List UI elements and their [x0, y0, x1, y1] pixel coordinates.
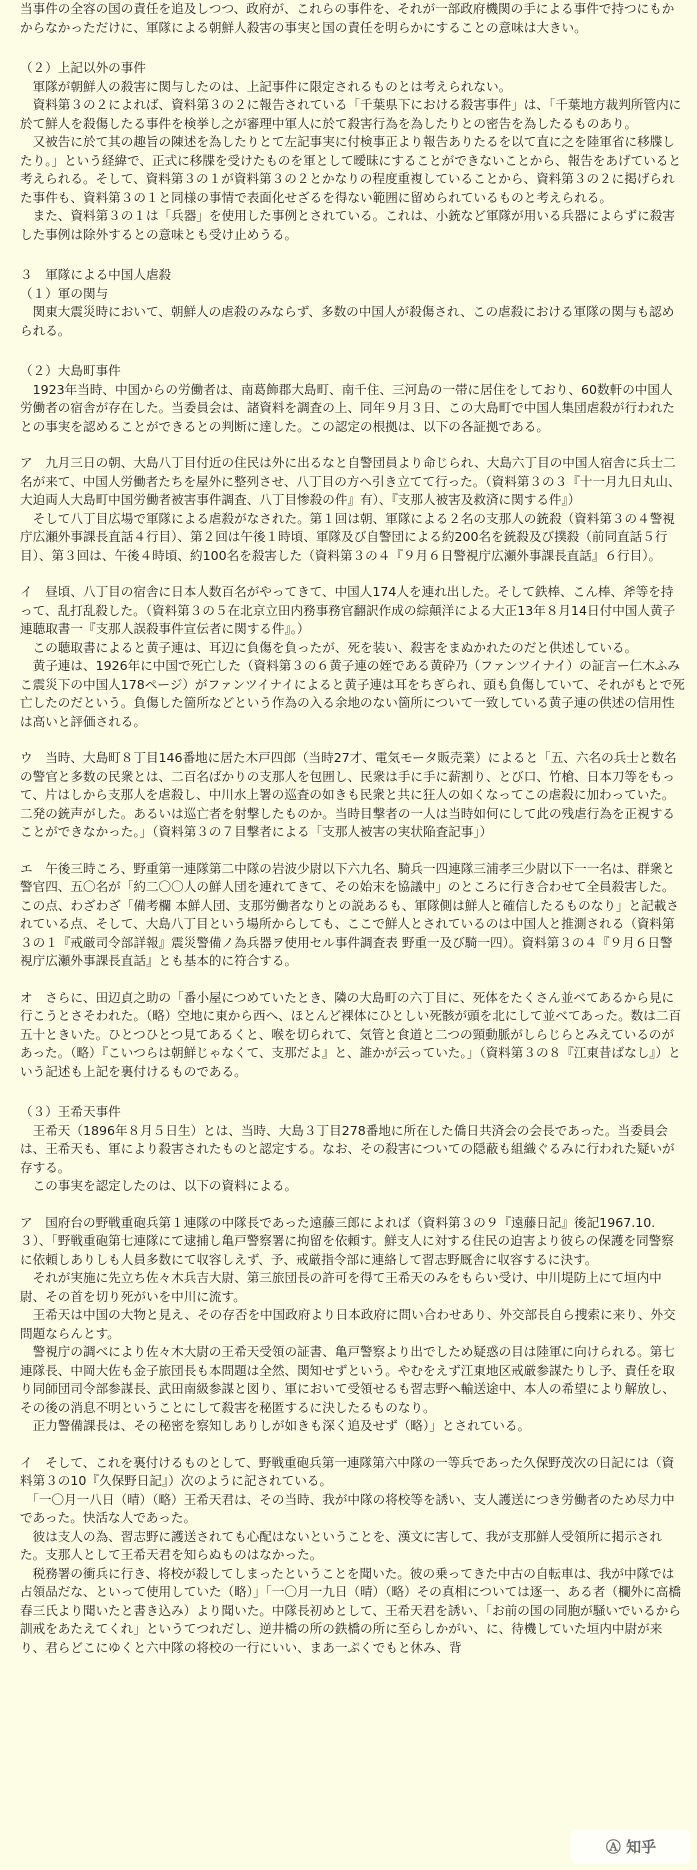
wang-item-a-paragraph: 警視庁の調べにより佐々木大尉の王希天受領の証書、亀戸警察より出でしため疑惑の目は陸軍に向けられる。第七連隊長、中岡大佐も金子旅団長も本問題は全然、関知せずという。やむをえず江東地区戒厳参謀たりし予、責任を取り同師団司令部参謀長、武田南級参謀と図り、軍において受領せるも習志野へ輸送途中、本人の希望により解放し、その後の消息不明ということにして殺害を秘匿するに決したるものなり。 [20, 1344, 675, 1415]
spacer [20, 37, 685, 59]
wang-item-i-paragraph: 「一〇月一八日（晴）（略）王希天君は、その当時、我が中隊の将校等を誘い、支人護送につき労働者のため尽力中であった。快活な人であった。 [20, 1491, 675, 1525]
section-3-heading: ３ 軍隊による中国人虐殺 [20, 267, 172, 282]
section-3-2-paragraph: 1923年当時、中国からの労働者は、南葛飾郡大島町、南千住、三河島の一帯に居住をしており、60数軒の中国人労働者の宿舎が存在した。当委員会は、諸資料を調査の上、同年９月３日、この大島町で中国人集団虐殺が行われたとの事実を認めることができるとの判断に達した。この認定の根拠は、以下の各証拠である。 [20, 381, 675, 434]
wang-item-a-paragraph: 正力警備課長は、その秘密を察知しありしが如きも深く追及せず（略）」とされている。 [20, 1418, 531, 1433]
section-3-1-paragraph: 関東大震災時において、朝鮮人の虐殺のみならず、多数の中国人が殺傷され、この虐殺における軍隊の関与も認められる。 [20, 304, 675, 338]
section-2-2-heading: （２）上記以外の事件 [20, 60, 146, 75]
wang-item-a-paragraph: 王希天は中国の大物と見え、その存否を中国政府より日本政府に問い合わせあり、外交部長自ら捜索に来り、外交問題ならんとす。 [20, 1307, 676, 1341]
section-3-3-heading: （３）王希天事件 [20, 1104, 121, 1119]
section-3-2-heading: （２）大島町事件 [20, 363, 121, 378]
item-u-paragraph: ウ 当時、大島町８丁目146番地に居た木戸四郎（当時27才、電気モータ販売業）によると「五、六名の兵士と数名の警官と多数の民衆とは、二百名ばかりの支那人を包囲し、民衆は手に手に薪割り、とび口、竹槍、日本刀等をもって、片はしから支那人を虐殺し、中川水上署の巡査の如きも民衆と共に狂人の如くなってこの虐殺に加わっていた。二発の銃声がした。あるいは巡亡者を射撃したものか。当時目撃者の一人は当時如何にして此の残虐行為を正視することができなかった。」（資料第３の７目撃者による「支那人被害の実状陥査記事」） [20, 750, 677, 839]
item-i-paragraph: イ 昼頃、八丁目の宿舎に日本人数百名がやってきて、中国人174人を連れ出した。そして鉄棒、こん棒、斧等を持って、乱打乱殺した。（資料第３の５在北京立田内務事務官翻訳作成の綜顛洋による大正13年８月14日付中国人黄子連聴取書一『支那人誤殺事件宣伝者に関する件』。） [20, 584, 676, 636]
wang-item-i-paragraph: 税務署の衝兵に行き、将校が殺してしまったということを聞いた。彼の乗ってきた中古の自転車は、我が中隊では占領品だな、といって使用していた（略）」「一〇月一九日（晴）（略）その真相については逐一、ある者（欄外に高橋春三氏より聞いたと書き込み）より聞いた。中隊長初めとして、王希天君を誘い、「お前の国の同胞が騒いでいるから訓戒をあたえてくれ」というてつれだし、逆井橋の所の鉄橋の所に至らしかがい、に、待機していた垣内中尉が来り、君らどこにゆくと六中隊の将校の一行にいい、まあ一ぷくでもと休み、背 [20, 1565, 681, 1655]
section-2-2-paragraph: 又被告に於て其の趣旨の陳述を為したりとて左記事実に付検事正より報告ありたるを以て直に之を陸軍省に移牒したり。」という経緯で、正式に移牒を受けたものを軍として曖昧にすることができないことから、報告をあげていると考えられる。そして、資料第３の１が資料第３の２とかなりの程度重複していることから、資料第３の２に掲げられた事件も、資料第３の１と同様の事情で表面化せざるを得ない範囲に留められているものと考えられる。 [20, 134, 681, 205]
watermark-label: Ⓐ 知乎 [605, 1837, 657, 1856]
spacer [20, 731, 685, 749]
section-3-1-heading: （１）軍の関与 [20, 285, 109, 301]
wang-item-a-paragraph: ア 国府台の野戦重砲兵第１連隊の中隊長であった遠藤三郎によれば（資料第３の９『遠藤日記』後記1967.10.３）、「野戦重砲第七連隊にて逮捕し亀戸警察署に拘留を依頼す。鮮支人に対する住民の迫害より彼らの保護を同警察に依頼しありしも人員多数にて収容しえず、予、戒厳指令部に連絡して習志野厩舎に収容するに決す。 [20, 1214, 674, 1267]
item-i-paragraph: 黄子連は、1926年に中国で死亡した（資料第３の６黄子連の姪である黄砕乃（ファンツイナイ）の証言ー仁木ふみこ震災下の中国人178ページ）がファンツイナイによると黄子連は耳をちぎられ、頭も負傷していて、それがもとで死亡したのだという。負傷した箇所などという作為の入る余地のない箇所について一致している黄子連の供述の信用性は高いと評価される。 [20, 658, 685, 729]
spacer [20, 436, 685, 454]
spacer [20, 842, 685, 860]
wang-item-i-paragraph: 彼は支人の為、習志野に護送されても心配はないということを、漢文に害して、我が支那鮮人受領所に掲示された。支那人として王希天君を知らぬものはなかった。 [20, 1528, 663, 1562]
item-i-paragraph: この聴取書によると黄子連は、耳辺に負傷を負ったが、死を装い、殺害をまぬかれたのだと供述している。 [20, 639, 638, 655]
spacer [20, 1081, 685, 1103]
document-body [20, 0, 685, 1657]
spacer [20, 244, 685, 266]
section-2-2-paragraph: 資料第３の２によれば、資料第３の２に報告されている「千葉県下における殺害事件」は、「千葉地方裁判所管内に於て鮮人を殺傷したる事件を検挙し之が審理中軍人に於て殺害行為を為したりとの密告を為したるものあり。 [20, 97, 682, 131]
zhihu-watermark [571, 1830, 691, 1864]
spacer [20, 340, 685, 362]
section-3-3-paragraph: この事実を認定したのは、以下の資料による。 [20, 1178, 298, 1193]
section-2-2-paragraph: また、資料第３の１は「兵器」を使用した事例とされている。これは、小銃など軍隊が用いる兵器によらずに殺害した事例は除外するとの意味とも受け止めうる。 [20, 208, 675, 242]
wang-item-i-paragraph: イ そして、これを裏付けるものとして、野戦重砲兵第一連隊第六中隊の一等兵であった久保野茂次の日記には（資料第３の10『久保野日記』）次のように記されている。 [20, 1454, 675, 1488]
item-a-paragraph: そして八丁目広場で軍隊による虐殺がなされた。第１回は朝、軍隊による２名の支那人の銃殺（資料第３の４警視庁広瀬外事課長直話４行目）、第２回は午後１時頃、軍隊及び自警団による約200名を銃殺及び撲殺（前同直話５行目）、第３回は、午後４時頃、約100名を殺害した（資料第３の４『９月６日警視庁広瀬外事課長直話』６行目）。 [20, 510, 675, 563]
wang-item-a-paragraph: それが実施に先立ち佐々木兵吉大尉、第三旅団長の許可を得て王希天のみをもらい受け、中川堤防上にて垣内中尉、その首を切り死がいを中川に流す。 [20, 1270, 662, 1304]
spacer [20, 565, 685, 583]
item-a-paragraph: ア 九月三日の朝、大島八丁目付近の住民は外に出るなと自警団員より命じられ、大島六丁目の中国人宿舎に兵士二名が来て、中国人労働者たちを屋外に整列させ、八丁目の方へ引き立てて行った。（資料第３の３『十一月九日丸山、大迫両人大島町中国労働者被害事件調査、八丁目惨殺の件』有）、『支那人被害及救済に関する件』） [20, 455, 681, 507]
spacer [20, 1436, 685, 1454]
item-o-paragraph: オ さらに、田辺貞之助の「番小屋につめていたとき、隣の大島町の六丁目に、死体をたくさん並べてあるから見に行こうとさそわれた。（略）空地に東から西へ、ほとんど裸体にひとしい死骸が頭を北にして並べてあった。数は二百五十ときいた。ひとつひとつ見てあるくと、喉を切られて、気管と食道と二つの頸動脈がしらじらとみえているのがあった。（略）『こいつらは朝鮮じゃなくて、支那だよ』と、誰かが云っていた。」（資料第３の８『江東昔ばなし』）という記述も上記を裏付けるものである。 [20, 989, 682, 1079]
section-2-2-paragraph: 軍隊が朝鮮人の殺害に関与したのは、上記事件に限定されるものとは考えられない。 [20, 78, 512, 94]
section-3-3-paragraph: 王希天（1896年８月５日生）とは、当時、大島３丁目278番地に所在した僑日共済会の会長であった。当委員会は、王希天も、軍により殺害されたものと認定する。なお、その殺害についての隠蔽も組織ぐるみに行われた疑いが存する。 [20, 1122, 675, 1175]
spacer [20, 1196, 685, 1214]
spacer [20, 971, 685, 989]
item-e-paragraph: エ 午後三時ころ、野重第一連隊第二中隊の岩波少尉以下六九名、騎兵一四連隊三浦孝三少尉以下一一名は、群衆と警官四、五〇名が「約二〇〇人の鮮人団を連れてきて、その始末を協議中」のところに行き合わせて全員殺害した。この点、わざわざ「備考欄 本鮮人団、支那労働者なりとの説あるも、軍隊側は鮮人と確信したるものなり」と記載されている点、そして、大島八丁目という場所からしても、ここで鮮人とされているのは中国人と推測される（資料第３の１『戒厳司令部詳報』震災警備ノ為兵器ヲ使用セル事件調査表 野重一及び騎一四）。資料第３の４『９月６日警視庁広瀬外事課長直話』とも基本的に符合する。 [20, 860, 679, 968]
top-fragment: 当事件の全容の国の責任を追及しつつ、政府が、これらの事件を、それが一部政府機関の手による事件で持つにもかからなかっただけに、軍隊による朝鮮人殺害の事実と国の責任を明らかにすることの意味は大きい。 [20, 1, 675, 35]
